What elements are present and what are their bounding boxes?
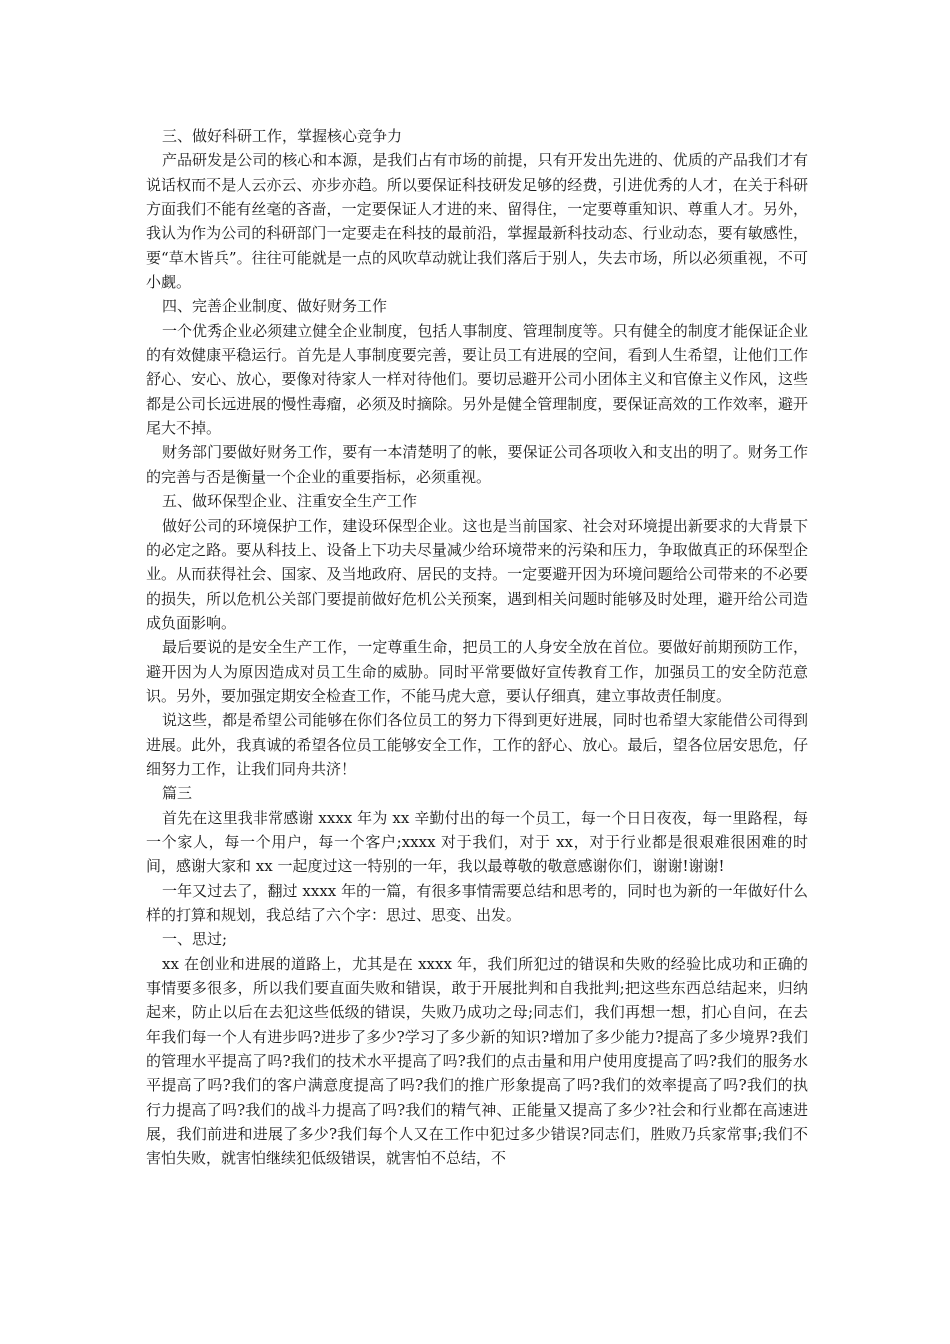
section-heading: 三、做好科研工作，掌握核心竞争力 (162, 127, 403, 145)
section-heading: 五、做环保型企业、注重安全生产工作 (162, 492, 418, 511)
section-heading: 一、思过; (162, 930, 228, 949)
body-paragraph: 最后要说的是安全生产工作，一定尊重生命，把员工的人身安全放在首位。要做好前期预防工作，避开因为人为原因造成对员工生命的威胁。同时平常要做好宣传教育工作，加强员工的安全防范意识。另外，要加强定期安全检查工作，不能马虎大意，要认仔细真，建立事故责任制度。 (146, 638, 808, 705)
section-heading: 四、完善企业制度、做好财务工作 (162, 297, 388, 316)
body-paragraph: 说这些，都是希望公司能够在你们各位员工的努力下得到更好进展，同时也希望大家能借公司得到进展。此外，我真诚的希望各位员工能够安全工作，工作的舒心、放心。最后，望各位居安思危，仔细努力工作，让我们同舟共济！ (146, 711, 808, 778)
body-paragraph: 产品研发是公司的核心和本源，是我们占有市场的前提，只有开发出先进的、优质的产品我们才有说话权而不是人云亦云、亦步亦趋。所以要保证科技研发足够的经费，引进优秀的人才，在关于科研方面我们不能有丝毫的吝啬，一定要保证人才进的来、留得住，一定要尊重知识、尊重人才。另外，我认为作为公司的科研部门一定要走在科技的最前沿，掌握最新科技动态、行业动态，要有敏感性，要“草木皆兵”。往往可能就是一点的风吹草动就让我们落后于别人，失去市场，所以必须重视，不可小觑。 (146, 151, 808, 292)
body-paragraph: 做好公司的环境保护工作，建设环保型企业。这也是当前国家、社会对环境提出新要求的大背景下的必定之路。要从科技上、设备上下功夫尽量减少给环境带来的污染和压力，争取做真正的环保型企业。从而获得社会、国家、及当地政府、居民的支持。一定要避开因为环境问题给公司带来的不必要的损失，所以危机公关部门要提前做好危机公关预案，遇到相关问题时能够及时处理，避开给公司造成负面影响。 (146, 516, 808, 632)
body-paragraph: 财务部门要做好财务工作，要有一本清楚明了的帐，要保证公司各项收入和支出的明了。财务工作的完善与否是衡量一个企业的重要指标，必须重视。 (146, 443, 808, 486)
body-paragraph: 首先在这里我非常感谢 xxxx 年为 xx 辛勤付出的每一个员工，每一个日日夜夜，每一里路程，每一个家人，每一个用户，每一个客户;xxxx 对于我们，对于 xx，对于行业都是很艰难很困难的时间，感谢大家和 xx 一起度过这一特别的一年，我以最尊敬的敬意感谢你们，谢谢!谢谢! (146, 808, 808, 876)
body-paragraph: 一个优秀企业必须建立健全企业制度，包括人事制度、管理制度等。只有健全的制度才能保证企业的有效健康平稳运行。首先是人事制度要完善，要让员工有进展的空间，看到人生希望，让他们工作舒心、安心、放心，要像对待家人一样对待他们。要切忌避开公司小团体主义和官僚主义作风，这些都是公司长远进展的慢性毒瘤，必须及时摘除。另外是健全管理制度，要保证高效的工作效率，避开尾大不掉。 (146, 321, 808, 438)
document-body (146, 124, 808, 1171)
body-paragraph: 一年又过去了，翻过 xxxx 年的一篇，有很多事情需要总结和思考的，同时也为新的一年做好什么样的打算和规划，我总结了六个字：思过、思变、出发。 (146, 881, 808, 924)
body-paragraph: xx 在创业和进展的道路上，尤其是在 xxxx 年，我们所犯过的错误和失败的经验比成功和正确的事情要多很多，所以我们要直面失败和错误，敢于开展批判和自我批判;把这些东西总结起来，归纳起来，防止以后在去犯这些低级的错误，失败乃成功之母;同志们，我们再想一想，扪心自问，在去年我们每一个人有进步吗?进步了多少?学习了多少新的知识?增加了多少能力?提高了多少境界?我们的管理水平提高了吗?我们的技术水平提高了吗?我们的点击量和用户使用度提高了吗?我们的服务水平提高了吗?我们的客户满意度提高了吗?我们的推广形象提高了吗?我们的效率提高了吗?我们的执行力提高了吗?我们的战斗力提高了吗?我们的精气神、正能量又提高了多少?社会和行业都在高速进展，我们前进和进展了多少?我们每个人又在工作中犯过多少错误?同志们，胜败乃兵家常事;我们不害怕失败，就害怕继续犯低级错误，就害怕不总结，不 (146, 954, 808, 1168)
chapter-heading: 篇三 (162, 784, 193, 803)
